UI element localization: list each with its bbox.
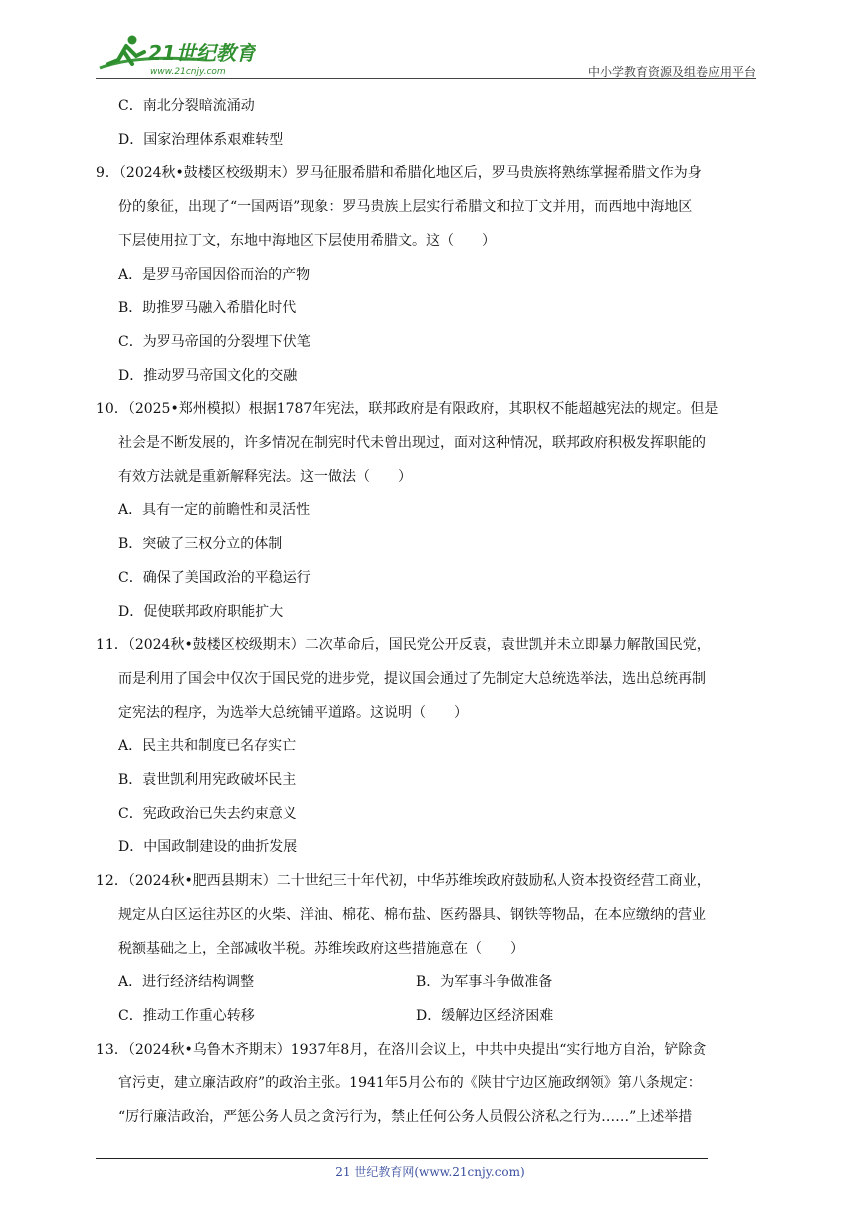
question-text-line <box>118 939 524 959</box>
question-text-line <box>118 1073 702 1093</box>
answer-option <box>118 130 283 150</box>
question-text-line <box>118 433 706 453</box>
line-text: C．南北分裂暗流涌动 <box>118 98 255 114</box>
line-text: D．国家治理体系艰难转型 <box>118 131 284 148</box>
line-text: 下层使用拉丁文，东地中海地区下层使用希腊文。这（ ） <box>118 232 496 249</box>
question-stem <box>96 1040 706 1060</box>
question-text-line <box>118 669 706 689</box>
line-text: 份的象征，出现了“一国两语”现象：罗马贵族上层实行希腊文和拉丁文并用，而西地中海地区 <box>118 199 693 216</box>
question-text-line <box>118 197 692 217</box>
line-text: B．袁世凯利用宪政破坏民主 <box>118 772 297 788</box>
answer-option <box>118 96 255 116</box>
answer-option <box>118 736 296 756</box>
footer-text: 21 世纪教育网(www.21cnjy.com) <box>335 1165 525 1179</box>
answer-option <box>118 500 310 520</box>
answer-option <box>118 602 283 622</box>
line-text: D．中国政制建设的曲折发展 <box>118 839 298 856</box>
line-text: C．确保了美国政治的平稳运行 <box>118 569 311 586</box>
question-text-line <box>118 467 412 487</box>
logo-sub: www.21cnjy.com <box>150 67 226 77</box>
answer-option <box>118 972 553 992</box>
line-text: 定宪法的程序，为选举大总统铺平道路。这说明（ ） <box>118 704 468 721</box>
site-logo <box>96 30 256 78</box>
line-text: A．具有一定的前瞻性和灵活性 <box>118 502 311 519</box>
question-text-line <box>118 231 496 251</box>
line-text: 规定从白区运往苏区的火柴、洋油、棉花、棉布盐、医药器具、钢铁等物品，在本应缴纳的营业 <box>118 906 706 923</box>
line-text: 社会是不断发展的，许多情况在制宪时代未曾出现过，面对这种情况，联邦政府积极发挥职能的 <box>118 435 706 451</box>
line-text: 11．（2024秋•鼓楼区校级期末）二次革命后，国民党公开反袁，袁世凯并未立即暴力解散国民党， <box>96 637 711 654</box>
question-text-line <box>118 905 706 925</box>
answer-option <box>118 534 282 554</box>
line-text: A．是罗马帝国因俗而治的产物 <box>118 266 311 283</box>
line-text: 官污吏，建立廉洁政府”的政治主张。1941年5月公布的《陕甘宁边区施政纲领》第八条规定： <box>118 1075 702 1092</box>
question-stem <box>96 163 702 183</box>
line-text: B．助推罗马融入希腊化时代 <box>118 300 297 317</box>
answer-option <box>118 770 296 790</box>
line-text: C．推动工作重心转移 <box>118 1007 255 1024</box>
line-text: A．进行经济结构调整 <box>118 974 255 991</box>
line-text: 有效方法就是重新解释宪法。这一做法（ ） <box>118 468 412 485</box>
question-stem <box>96 635 711 655</box>
line-text: C．宪政政治已失去约束意义 <box>118 805 297 822</box>
question-text-line <box>118 1107 692 1127</box>
answer-option <box>118 837 297 857</box>
line-text: 10．（2025•郑州模拟）根据1787年宪法，联邦政府是有限政府，其职权不能超越宪法的规定。但是 <box>96 401 719 418</box>
question-stem <box>96 399 718 419</box>
line-text: “厉行廉洁政治，严惩公务人员之贪污行为，禁止任何公务人员假公济私之行为……”上述举措 <box>118 1109 693 1125</box>
platform-name: 中小学教育资源及组卷应用平台 <box>587 65 756 79</box>
answer-option <box>118 298 296 318</box>
line-text: 而是利用了国会中仅次于国民党的进步党，提议国会通过了先制定大总统选举法，选出总统再制 <box>118 670 706 687</box>
page-header <box>96 30 756 78</box>
question-text-line <box>118 703 468 723</box>
line-text: A．民主共和制度已名存实亡 <box>118 738 297 755</box>
footer-divider <box>96 1158 708 1159</box>
line-text: 12．（2024秋•肥西县期末）二十世纪三十年代初，中华苏维埃政府鼓励私人资本投资经营工商业， <box>96 873 711 890</box>
answer-option <box>118 366 297 386</box>
line-text: 9．（2024秋•鼓楼区校级期末）罗马征服希腊和希腊化地区后，罗马贵族将熟练掌握希腊文作为身 <box>96 165 702 182</box>
question-stem <box>96 871 711 891</box>
answer-option <box>118 1006 554 1026</box>
answer-option <box>118 265 310 285</box>
answer-option: D．缓解边区经济困难 <box>416 1007 554 1024</box>
header-divider <box>96 78 756 79</box>
line-text: 税额基础之上，全部减收半税。苏维埃政府这些措施意在（ ） <box>118 940 524 957</box>
answer-option <box>118 332 311 352</box>
logo-text: 21世纪教育 <box>148 41 256 65</box>
line-text: C．为罗马帝国的分裂埋下伏笔 <box>118 333 311 350</box>
line-text: B．突破了三权分立的体制 <box>118 536 283 553</box>
answer-option <box>118 568 311 588</box>
answer-option: B．为军事斗争做准备 <box>416 974 553 991</box>
line-text: D．促使联邦政府职能扩大 <box>118 603 284 620</box>
answer-option <box>118 804 297 824</box>
line-text: 13．（2024秋•乌鲁木齐期末）1937年8月，在洛川会议上，中共中央提出“实行地方自治，铲除贪 <box>96 1041 707 1058</box>
line-text: D．推动罗马帝国文化的交融 <box>118 367 298 384</box>
